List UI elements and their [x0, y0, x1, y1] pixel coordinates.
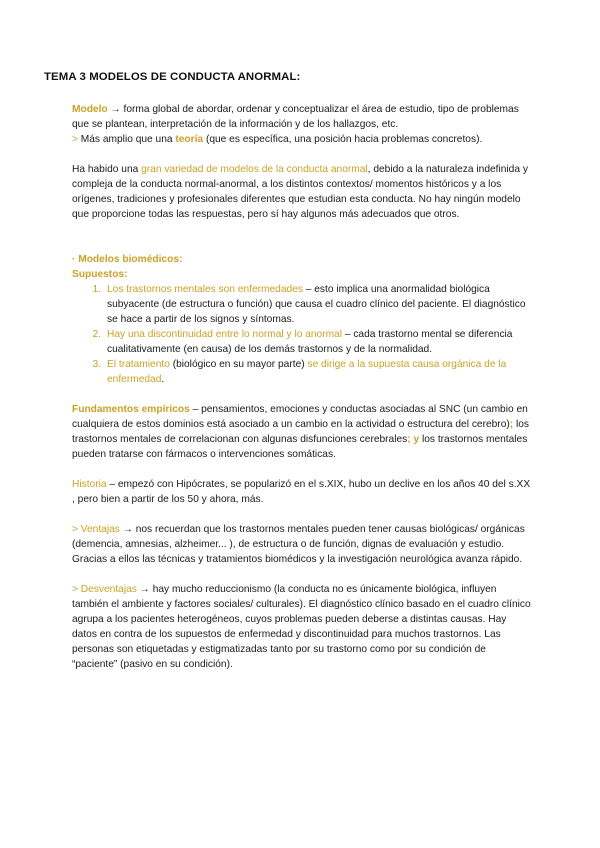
teoria-term: teoría: [175, 134, 204, 145]
teoria-text-a: Más amplio que una: [80, 134, 176, 145]
fundamentos-sep-1: ;: [509, 419, 514, 430]
variedad-text-b: , debido a la naturaleza indefinida y compleja de la conducta normal-anormal, a los distintos contextos/ momentos históricos y a los orígenes, tradiciones y profesionales diferentes que estudian esta conducta. No hay ningún modelo que proporcione todas las respuestas, pero sí hay algunos más adecuados que otros.: [72, 164, 528, 220]
historia-term: Historia: [72, 479, 107, 490]
supuesto-text: (biológico en su mayor parte): [169, 359, 308, 370]
supuesto-text: – cada trastorno mental se diferencia cualitativamente (en causa) de los demás trastornos y de la normalidad.: [107, 329, 513, 355]
modelo-definition: [72, 102, 534, 132]
ventajas-text: → nos recuerdan que los trastornos mentales pueden tener causas biológicas/ orgánicas (demencia, amnesias, alzheimer... ), de estructura o de función, dignas de evaluación y estudio. Gracias a ellos las técnicas y tratamientos biomédicos y la investigación neurológica avanza rápido.: [72, 524, 525, 565]
fundamentos-text-c: los trastornos mentales pueden tratarse con fármacos o intervenciones somáticas.: [72, 434, 528, 460]
historia-paragraph: [72, 477, 534, 507]
ventajas-paragraph: [72, 522, 534, 567]
page-title: TEMA 3 MODELOS DE CONDUCTA ANORMAL:: [44, 71, 301, 83]
variedad-text-a: Ha habido una: [72, 164, 142, 175]
desventajas-paragraph: [72, 582, 534, 672]
supuesto-text-2: .: [161, 374, 165, 385]
teoria-text-b: (que es específica, una posición hacia problemas concretos).: [203, 134, 483, 145]
ventajas-term: > Ventajas: [72, 524, 120, 535]
fundamentos-text-b: los trastornos mentales de correlacionan con algunas disfunciones cerebrales: [72, 419, 530, 445]
supuesto-highlight: Hay una discontinuidad entre lo normal y lo anormal: [107, 329, 343, 340]
list-number: 3.: [92, 359, 101, 370]
historia-text: – empezó con Hipócrates, se popularizó en el s.XIX, hubo un declive en los años 40 del s.XX , pero bien a partir de los 50 y ahora, más.: [72, 479, 531, 505]
variedad-highlight: gran variedad de modelos de la conducta anormal: [141, 164, 368, 175]
teoria-note: [72, 132, 534, 147]
desventajas-term: > Desventajas: [72, 584, 137, 595]
modelo-text: → forma global de abordar, ordenar y conceptualizar el área de estudio, tipo de problemas que se plantean, interpretación de la información y de los hallazgos, etc.: [72, 104, 519, 130]
fundamentos-term: Fundamentos empíricos: [72, 404, 190, 415]
variedad-paragraph: [72, 162, 534, 222]
document-body: [72, 102, 534, 672]
supuesto-text: – esto implica una anormalidad biológica subyacente (de estructura o función) que causa el cuadro clínico del paciente. El diagnóstico se hace a partir de los signos y síntomas.: [107, 284, 526, 325]
supuesto-highlight: Los trastornos mentales son enfermedades: [107, 284, 303, 295]
list-item: [72, 282, 534, 327]
fundamentos-text-a: – pensamientos, emociones y conductas asociadas al SNC (un cambio en cualquiera de estos dominios está asociado a un cambio en la actividad o estructura del cerebro): [72, 404, 528, 430]
fundamentos-sep-2: ; y: [407, 434, 420, 445]
modelo-term: Modelo: [72, 104, 108, 115]
supuestos-list: [72, 282, 534, 387]
teoria-prefix: >: [72, 134, 81, 145]
list-number: 1.: [92, 284, 101, 295]
supuestos-heading: Supuestos:: [72, 269, 128, 280]
fundamentos-paragraph: [72, 402, 534, 462]
list-item: [72, 357, 534, 387]
list-number: 2.: [92, 329, 101, 340]
desventajas-text: → hay mucho reduccionismo (la conducta no es únicamente biológica, influyen también el ambiente y factores sociales/ culturales). El diagnóstico clínico basado en el cuadro clínico agrupa a los pacientes heterogéneos, cuyos problemas pueden deberse a distintas causas. Hay datos en contra de los supuestos de enfermedad y discontinuidad para muchos trastornos. Las personas son etiquetadas y estigmatizadas tanto por su trastorno como por su condición de “paciente” (pasivo en su condición).: [72, 584, 531, 670]
supuesto-highlight: El tratamiento: [107, 359, 170, 370]
supuesto-highlight-2: se dirige a la supuesta causa orgánica de la enfermedad: [107, 359, 507, 385]
section-heading-biomedicos: · Modelos biomédicos:: [72, 254, 183, 265]
list-item: [72, 327, 534, 357]
